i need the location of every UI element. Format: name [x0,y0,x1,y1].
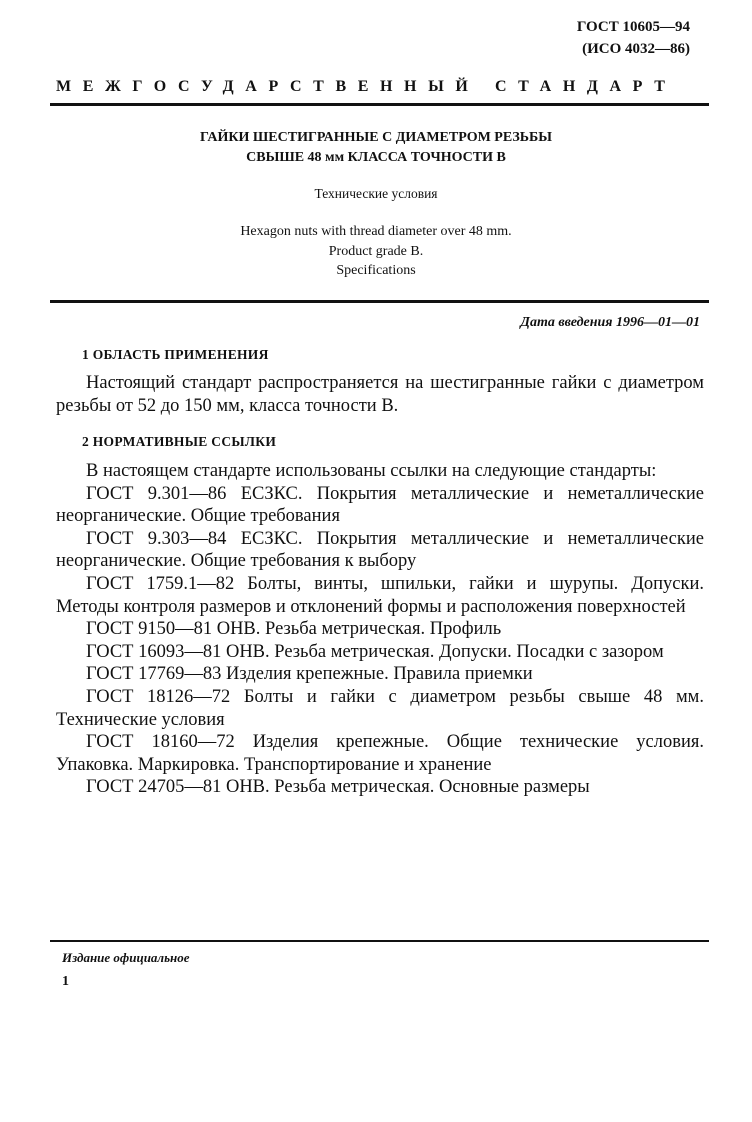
header-divider [50,103,709,106]
section-1-body [56,372,704,417]
reference-item: ГОСТ 18126—72 Болты и гайки с диаметром резьбы свыше 48 мм. Технические условия [56,686,704,730]
footer-divider [50,940,709,942]
page-number: 1 [62,974,69,989]
reference-item: ГОСТ 17769—83 Изделия крепежные. Правила приемки [86,664,533,685]
scope-paragraph: Настоящий стандарт распространяется на шестигранные гайки с диаметром резьбы от 52 до 150 мм, класса точности В. [56,373,704,416]
standard-number: ГОСТ 10605—94 [576,19,690,35]
reference-item: ГОСТ 9.303—84 ЕСЗКС. Покрытия металлические и неметаллические неорганические. Общие требования к выбору [56,528,704,572]
title-line-1: ГАЙКИ ШЕСТИГРАННЫЕ С ДИАМЕТРОМ РЕЗЬБЫ [199,130,553,145]
reference-item: ГОСТ 9150—81 ОНВ. Резьба метрическая. Профиль [86,619,502,640]
standard-type-banner: МЕЖГОСУДАРСТВЕННЫЙ СТАНДАРТ [56,78,677,95]
reference-item: ГОСТ 9.301—86 ЕСЗКС. Покрытия металлические и неметаллические неорганические. Общие требования [56,483,704,527]
iso-reference: (ИСО 4032—86) [582,41,690,57]
title-line-2: СВЫШЕ 48 мм КЛАССА ТОЧНОСТИ В [246,150,506,165]
reference-item: ГОСТ 18160—72 Изделия крепежные. Общие технические условия. Упаковка. Маркировка. Транспортирование и хранение [56,732,704,775]
introduction-date: Дата введения 1996—01—01 [520,315,700,330]
section-2-heading: 2 НОРМАТИВНЫЕ ССЫЛКИ [82,434,277,449]
english-title-line-2: Product grade B. [328,244,424,259]
references-intro: В настоящем стандарте использованы ссылки на следующие стандарты: [86,461,657,481]
section-2-body [56,460,704,799]
english-title-line-3: Specifications [336,263,416,278]
section-1-heading: 1 ОБЛАСТЬ ПРИМЕНЕНИЯ [82,347,269,362]
english-title-line-1: Hexagon nuts with thread diameter over 48 mm. [240,224,512,239]
reference-item: ГОСТ 1759.1—82 Болты, винты, шпильки, гайки и шурупы. Допуски. Методы контроля размеров и отклонений формы и расположения поверхностей [56,573,704,617]
reference-item: ГОСТ 16093—81 ОНВ. Резьба метрическая. Допуски. Посадки с зазором [86,641,664,662]
standard-code-block [577,16,690,60]
reference-item: ГОСТ 24705—81 ОНВ. Резьба метрическая. Основные размеры [86,777,590,798]
official-edition-label: Издание официальное [62,950,190,965]
subtitle: Технические условия [314,186,438,201]
title-divider [50,300,709,303]
